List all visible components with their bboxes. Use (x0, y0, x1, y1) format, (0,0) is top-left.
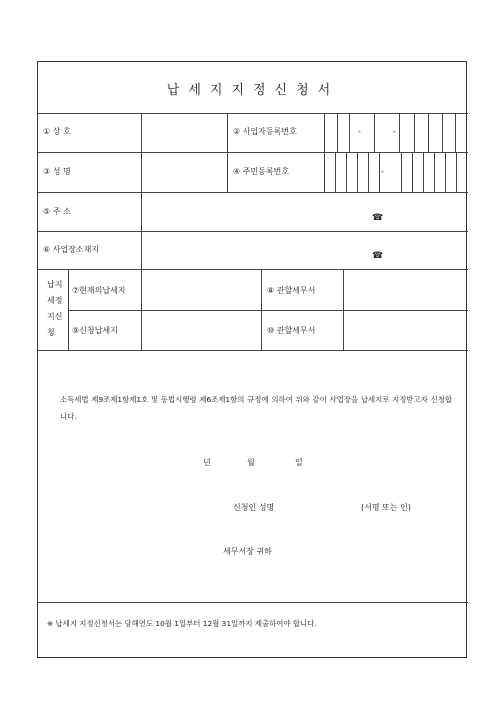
current-tax-place-label: ⑦현재의납세지 (72, 286, 126, 295)
business-registration-field[interactable] (325, 114, 467, 152)
address-field[interactable] (142, 193, 467, 231)
business-registration-label: ② 사업자등록번호 (233, 127, 297, 136)
resident-registration-label: ④ 주민등록번호 (233, 167, 290, 176)
addressee-text: 세무서장 귀하 (223, 547, 272, 556)
business-location-field[interactable] (142, 232, 467, 269)
requested-tax-office-label: ⑩ 관할세무서 (267, 326, 316, 335)
form-title: 납세지지정신청서 (166, 83, 340, 98)
requested-tax-place-label: ⑨신청납세지 (72, 326, 118, 335)
trade-name-label: ① 상 호 (43, 127, 71, 136)
current-tax-office-label: ⑧ 관할세무서 (267, 286, 316, 295)
footnote-text: ※ 납세지 지정신청서는 당해연도 10월 1일부터 12월 31일까지 제출하여야 합니다. (47, 619, 317, 628)
section-label-line: 청 (47, 328, 55, 337)
current-tax-place-field[interactable] (142, 270, 260, 310)
divider (227, 113, 228, 192)
section-label-line: 납지 (47, 280, 63, 289)
name-label: ③ 성 명 (43, 167, 71, 176)
section-label-line: 지신 (47, 312, 63, 321)
phone-icon: ☎ (372, 213, 384, 223)
requested-tax-office-field[interactable] (344, 311, 467, 350)
divider (38, 350, 468, 351)
brn-separator: - (393, 127, 396, 136)
applicant-name-label: 신청인 성명 (233, 503, 275, 512)
divider (38, 602, 468, 603)
brn-separator: - (358, 127, 361, 136)
resident-registration-field[interactable] (325, 153, 467, 192)
signature-hint: (서명 또는 인) (361, 503, 411, 512)
trade-name-field[interactable] (142, 114, 226, 152)
name-field[interactable] (142, 153, 226, 192)
statement-text: 소득세법 제9조제1항제1호 및 동법시행령 제6조제1항의 규정에 의하여 위와 같이 사업장을 납세지로 지정받고자 신청합니다. (60, 395, 452, 421)
business-location-label: ⑥ 사업장소재지 (43, 245, 100, 254)
date-day-label: 일 (295, 458, 303, 467)
divider (68, 269, 69, 350)
section-label-line: 세정 (47, 296, 63, 305)
divider (261, 269, 262, 350)
phone-icon: ☎ (372, 251, 384, 261)
applicant-name-field[interactable] (288, 499, 358, 515)
date-year-label: 년 (203, 458, 211, 467)
rrn-separator: - (381, 167, 384, 176)
requested-tax-place-field[interactable] (142, 311, 260, 350)
address-label: ⑤ 주 소 (43, 207, 71, 216)
current-tax-office-field[interactable] (344, 270, 467, 310)
application-form (37, 61, 467, 658)
date-month-label: 월 (247, 458, 255, 467)
